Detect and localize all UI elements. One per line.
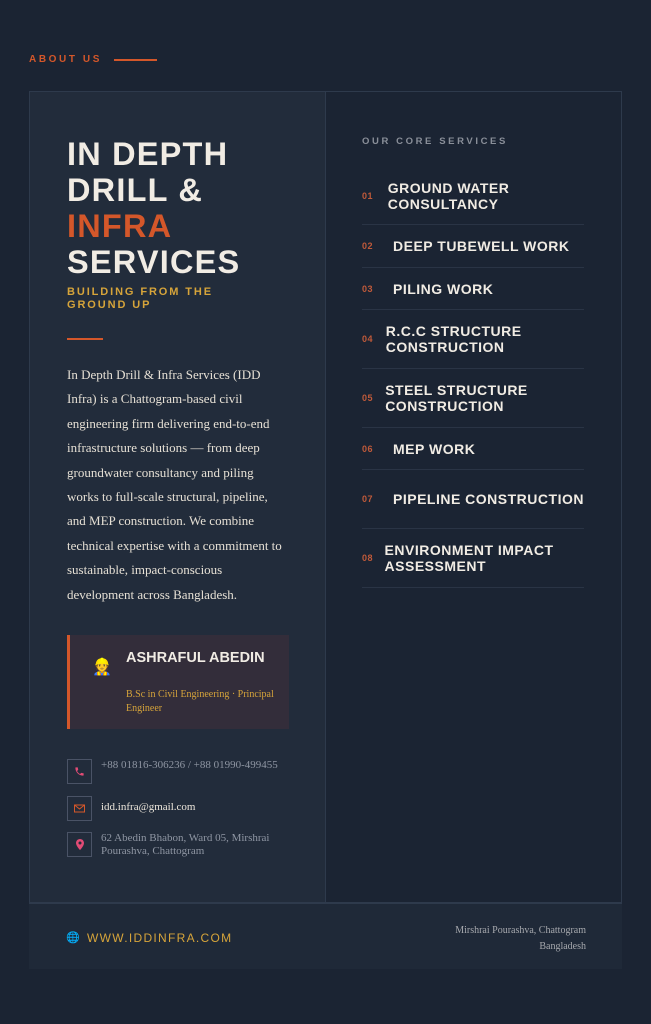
service-item (362, 168, 584, 225)
service-label: PILING WORK (393, 280, 494, 297)
service-label: R.C.C STRUCTURE CONSTRUCTION (385, 323, 522, 355)
email-text: idd.infra@gmail.com (101, 801, 196, 813)
service-item (362, 225, 584, 268)
services-list (362, 168, 584, 588)
service-label: PIPELINE CONSTRUCTION (393, 491, 584, 507)
title-line-4: SERVICES (67, 244, 241, 280)
divider (67, 338, 103, 340)
engineer-icon: 👷 (92, 659, 112, 676)
service-label: MEP WORK (393, 440, 476, 457)
about-card (29, 91, 622, 903)
mail-icon (67, 796, 92, 821)
left-panel (30, 92, 326, 902)
service-number: 07 (362, 494, 374, 504)
footer-address-line-1: Mirshrai Pourashva, Chattogram (455, 925, 586, 936)
footer-address (455, 923, 586, 955)
service-number: 02 (362, 241, 374, 251)
tagline: BUILDING FROM THE GROUND UP (67, 286, 213, 311)
contact-phone[interactable] (67, 759, 297, 784)
person-role: B.Sc in Civil Engineering · Principal Engineer (126, 689, 274, 714)
service-item (362, 268, 584, 310)
service-label: GROUND WATER CONSULTANCY (387, 180, 510, 212)
globe-icon: 🌐 (66, 932, 80, 944)
company-title (67, 136, 240, 280)
website-link[interactable]: WWW.IDDINFRA.COM (87, 931, 233, 945)
location-pin-icon (67, 832, 92, 857)
section-header (29, 54, 157, 65)
service-number: 04 (362, 334, 374, 344)
service-number: 01 (362, 191, 374, 201)
title-line-3: INFRA (67, 208, 173, 244)
service-number: 06 (362, 443, 374, 454)
service-label: ENVIRONMENT IMPACT ASSESSMENT (384, 542, 554, 574)
service-label: STEEL STRUCTURE CONSTRUCTION (385, 382, 528, 414)
person-card (67, 635, 289, 729)
service-number: 05 (362, 393, 374, 403)
title-line-2: DRILL & (67, 172, 203, 208)
footer-address-line-2: Bangladesh (539, 941, 586, 952)
service-item (362, 529, 584, 588)
footer (29, 903, 622, 969)
service-item (362, 310, 584, 369)
person-name: ASHRAFUL ABEDIN (126, 650, 265, 666)
service-item (362, 369, 584, 428)
phone-icon (67, 759, 92, 784)
section-line (114, 59, 157, 61)
address-text: 62 Abedin Bhabon, Ward 05, Mirshrai Pourashva, Chattogram (101, 832, 270, 857)
contact-address (67, 832, 297, 858)
services-label: OUR CORE SERVICES (362, 136, 508, 147)
phone-text: +88 01816-306236 / +88 01990-499455 (101, 759, 278, 771)
service-number: 08 (362, 553, 374, 563)
contact-email[interactable] (67, 796, 297, 821)
service-item (362, 428, 584, 470)
section-label: ABOUT US (29, 54, 103, 65)
service-label: DEEP TUBEWELL WORK (393, 238, 570, 254)
service-number: 03 (362, 283, 374, 294)
company-intro: In Depth Drill & Infra Services (IDD Infra) is a Chattogram-based civil engineering firm delivering end-to-end infrastructure solutions — from deep groundwater consultancy and piling works to full-scale structural, pipeline, and MEP construction. We combine technical expertise with a commitment to sustainable, impact-conscious development across Bangladesh. (67, 367, 282, 602)
service-item (362, 470, 584, 529)
title-line-1: IN DEPTH (67, 136, 229, 172)
right-panel (326, 92, 621, 902)
